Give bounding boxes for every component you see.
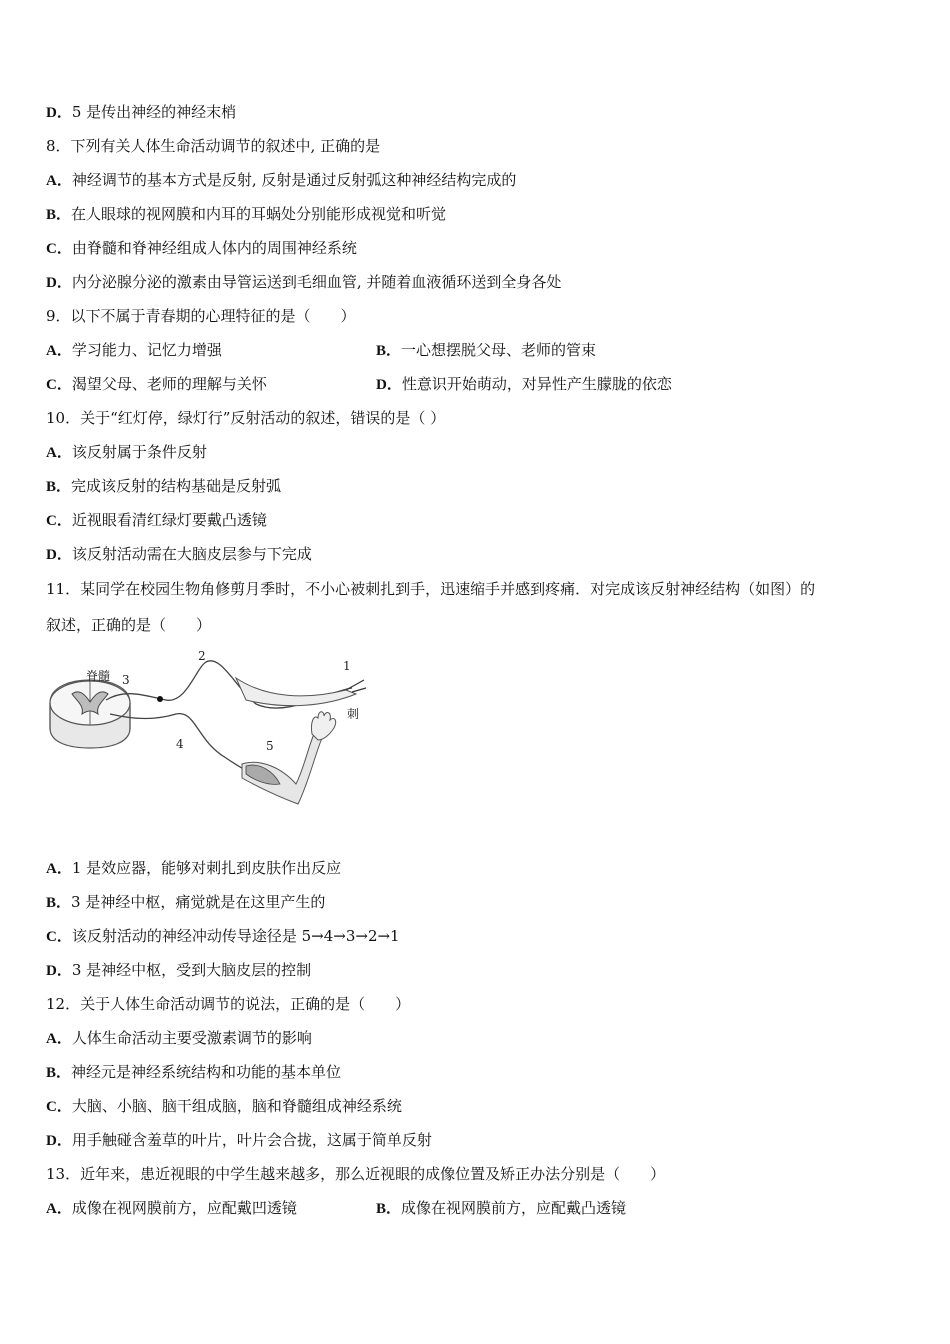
q12-option-b [46,1062,341,1083]
reflex-arc-figure [46,648,386,824]
q10-option-d [46,544,312,565]
q9-stem: 9．以下不属于青春期的心理特征的是（ ） [46,307,356,325]
option-label: C． [46,241,72,257]
hand-illustration [311,712,335,740]
option-text: 3 是神经中枢，痛觉就是在这里产生的 [71,893,326,911]
option-label: C． [46,1099,72,1115]
option-text: 神经元是神经系统结构和功能的基本单位 [71,1063,342,1081]
option-label: C． [46,929,72,945]
option-label: A． [46,173,72,189]
option-text: 学习能力、记忆力增强 [71,341,222,359]
option-text: 人体生命活动主要受激素调节的影响 [71,1029,312,1047]
option-label: D． [46,963,72,979]
q8-stem: 8．下列有关人体生命活动调节的叙述中, 正确的是 [46,137,381,155]
label-spinal-cord: 脊髓 [86,669,111,683]
q9-option-a [46,340,222,361]
q11-option-a [46,858,341,879]
option-label: D． [46,1133,72,1149]
option-text: 该反射活动需在大脑皮层参与下完成 [71,545,312,563]
spinal-cord-illustration [50,680,130,748]
option-text: 近视眼看清红绿灯要戴凸透镜 [71,511,267,529]
option-text: 该反射活动的神经冲动传导途径是 5→4→3→2→1 [71,927,400,945]
option-text: 3 是神经中枢，受到大脑皮层的控制 [71,961,312,979]
q11-option-c [46,926,400,947]
option-label: A． [46,1031,72,1047]
option-text: 性意识开始萌动，对异性产生朦胧的依恋 [401,375,672,393]
label-5: 5 [266,739,274,753]
option-text: 一心想摆脱父母、老师的管束 [401,341,597,359]
q10-option-a [46,442,207,463]
option-label: B． [376,343,402,359]
q8-option-a [46,170,516,191]
efferent-nerve-path [110,714,258,776]
option-label: D． [46,547,72,563]
option-label: A． [46,445,72,461]
upper-arm-illustration [236,678,356,706]
option-label: C． [46,513,72,529]
q9-option-d [376,374,672,395]
q13-option-b [376,1198,626,1219]
label-4: 4 [176,737,184,751]
q12-stem: 12．关于人体生命活动调节的说法，正确的是（ ） [46,995,411,1013]
thorn-icon [346,680,366,692]
option-text: 成像在视网膜前方，应配戴凸透镜 [401,1199,627,1217]
option-text: 成像在视网膜前方，应配戴凹透镜 [71,1199,297,1217]
option-text: 由脊髓和脊神经组成人体内的周围神经系统 [71,239,357,257]
option-label: D． [46,105,72,121]
q12-option-a [46,1028,312,1049]
q11-option-b [46,892,325,913]
q13-stem: 13．近年来，患近视眼的中学生越来越多，那么近视眼的成像位置及矫正办法分别是（ ） [46,1165,666,1183]
option-text: 1 是效应器，能够对刺扎到皮肤作出反应 [71,859,342,877]
q9-option-c [46,374,267,395]
option-label: A． [46,343,72,359]
option-label: B． [46,895,72,911]
option-label: C． [46,377,72,393]
option-text: 该反射属于条件反射 [71,443,207,461]
option-text: 内分泌腺分泌的激素由导管运送到毛细血管, 并随着血液循环送到全身各处 [71,273,562,291]
option-label: D． [46,275,72,291]
option-text: 在人眼球的视网膜和内耳的耳蜗处分别能形成视觉和听觉 [71,205,447,223]
option-label: A． [46,861,72,877]
q13-option-a [46,1198,297,1219]
option-text: 渴望父母、老师的理解与关怀 [71,375,267,393]
option-text: 5 是传出神经的神经末梢 [71,103,237,121]
option-label: B． [46,207,72,223]
q11-stem-line2: 叙述，正确的是（ ） [46,616,212,634]
q8-option-b [46,204,446,225]
q12-option-c [46,1096,402,1117]
ganglion-dot [157,696,163,702]
option-label: B． [46,1065,72,1081]
q11-option-d [46,960,311,981]
q8-option-c [46,238,357,259]
label-1: 1 [343,659,351,673]
option-label: B． [46,479,72,495]
q10-stem: 10．关于“红灯停，绿灯行”反射活动的叙述，错误的是（ ） [46,409,446,427]
option-label: B． [376,1201,402,1217]
option-text: 神经调节的基本方式是反射, 反射是通过反射弧这种神经结构完成的 [71,171,517,189]
q12-option-d [46,1130,432,1151]
option-text: 用手触碰含羞草的叶片，叶片会合拢，这属于简单反射 [71,1131,432,1149]
q10-option-c [46,510,267,531]
option-label: D． [376,377,402,393]
option-text: 大脑、小脑、脑干组成脑，脑和脊髓组成神经系统 [71,1097,402,1115]
q9-option-b [376,340,596,361]
q7-option-d [46,102,236,123]
option-text: 完成该反射的结构基础是反射弧 [71,477,282,495]
q10-option-b [46,476,281,497]
label-3: 3 [122,673,130,687]
option-label: A． [46,1201,72,1217]
q11-stem-line1: 11．某同学在校园生物角修剪月季时，不小心被刺扎到手，迅速缩手并感到疼痛．对完成该反射神经结构（如图）的 [46,580,816,598]
q8-option-d [46,272,561,293]
label-thorn: 刺 [347,707,360,721]
label-2: 2 [198,649,206,663]
